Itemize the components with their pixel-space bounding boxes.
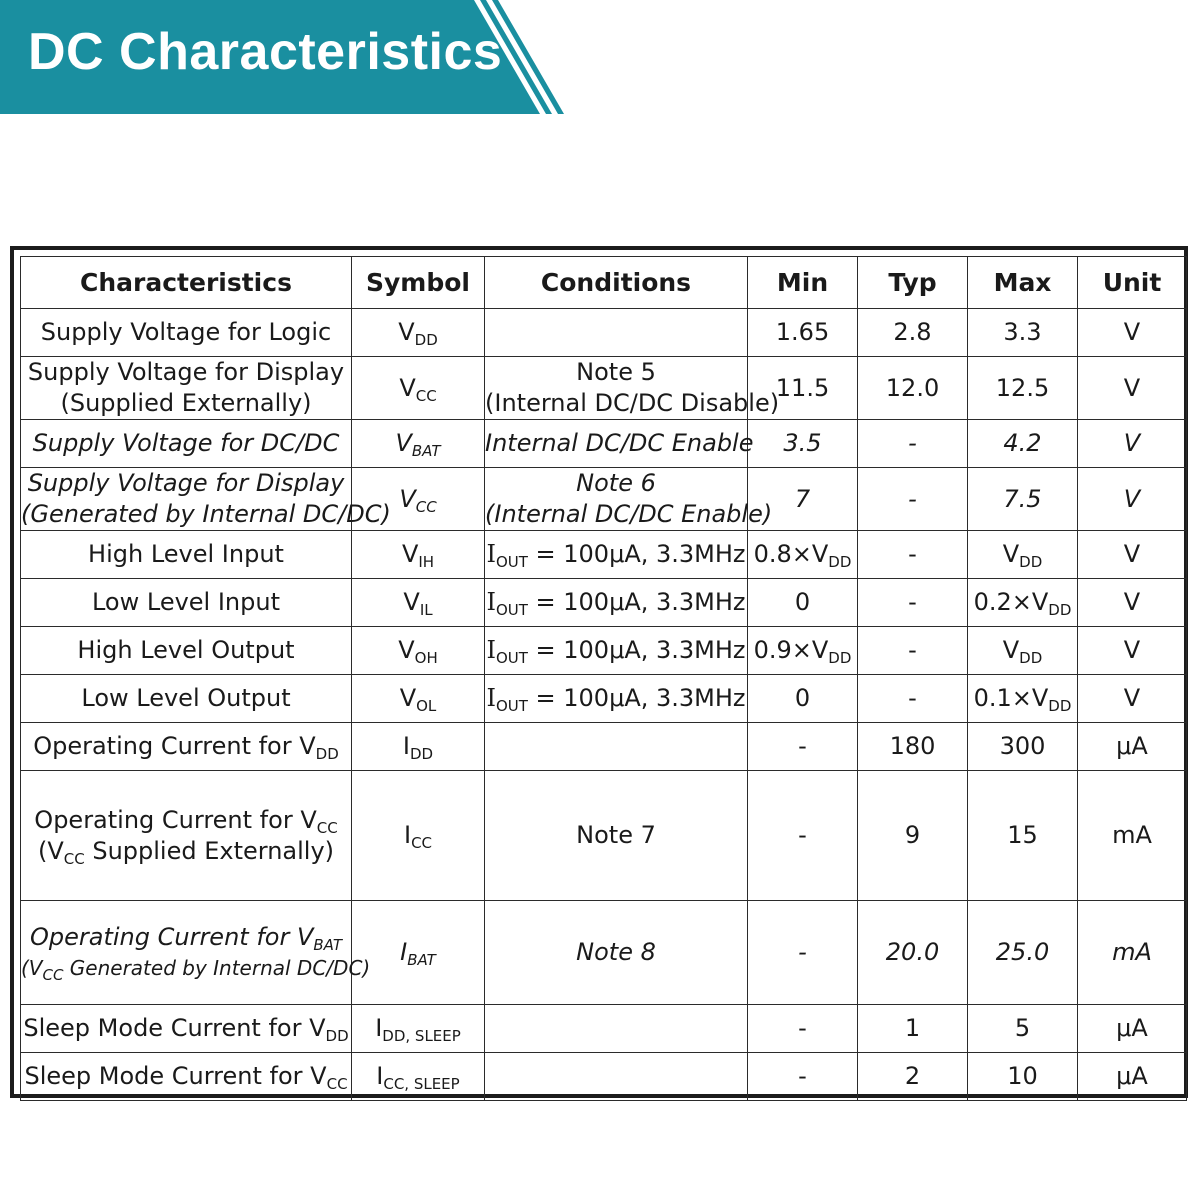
min-cell: 1.65 <box>748 309 858 357</box>
min-cell: 3.5 <box>748 420 858 468</box>
max-cell: 7.5 <box>968 468 1078 531</box>
typ-cell: - <box>858 420 968 468</box>
symbol-cell: $V_{OL}$ <box>352 675 485 723</box>
unit-cell: mA <box>1078 901 1187 1005</box>
table-row <box>21 627 1187 675</box>
table-row <box>21 1053 1187 1101</box>
characteristic-cell: Operating Current for $V_{CC}$ ($V_{CC}$ Supplied Externally) <box>21 771 352 901</box>
characteristic-cell: Sleep Mode Current for $V_{CC}$ <box>21 1053 352 1101</box>
header-conditions: Conditions <box>485 257 748 309</box>
symbol-cell: $I_{CC, SLEEP}$ <box>352 1053 485 1101</box>
conditions-cell: $I_{OUT} = 100\mu A$, 3.3MHz <box>485 579 748 627</box>
typ-cell: - <box>858 579 968 627</box>
unit-cell: V <box>1078 627 1187 675</box>
symbol-cell: $V_{CC}$ <box>352 357 485 420</box>
unit-cell: μA <box>1078 723 1187 771</box>
characteristic-cell: Operating Current for $V_{DD}$ <box>21 723 352 771</box>
symbol-cell: $V_{IL}$ <box>352 579 485 627</box>
min-cell: - <box>748 1005 858 1053</box>
typ-cell: - <box>858 675 968 723</box>
typ-cell: - <box>858 468 968 531</box>
typ-cell: 9 <box>858 771 968 901</box>
page-title: DC Characteristics <box>28 23 503 81</box>
characteristic-cell: High Level Output <box>21 627 352 675</box>
header-max: Max <box>968 257 1078 309</box>
unit-cell: V <box>1078 309 1187 357</box>
max-cell: 3.3 <box>968 309 1078 357</box>
min-cell: $0.9\times V_{DD}$ <box>748 627 858 675</box>
symbol-cell: $V_{BAT}$ <box>352 420 485 468</box>
typ-cell: 20.0 <box>858 901 968 1005</box>
conditions-cell: $I_{OUT} = 100\mu A$, 3.3MHz <box>485 627 748 675</box>
max-cell: 300 <box>968 723 1078 771</box>
typ-cell: - <box>858 627 968 675</box>
conditions-cell <box>485 1053 748 1101</box>
unit-cell: V <box>1078 468 1187 531</box>
header-characteristics: Characteristics <box>21 257 352 309</box>
conditions-cell: Note 8 <box>485 901 748 1005</box>
table-row <box>21 309 1187 357</box>
typ-cell: 2.8 <box>858 309 968 357</box>
unit-cell: μA <box>1078 1053 1187 1101</box>
unit-cell: mA <box>1078 771 1187 901</box>
min-cell: 7 <box>748 468 858 531</box>
characteristic-cell: Supply Voltage for DC/DC <box>21 420 352 468</box>
table-row <box>21 531 1187 579</box>
conditions-cell: $I_{OUT} = 100\mu A$, 3.3MHz <box>485 531 748 579</box>
conditions-cell: Note 6 (Internal DC/DC Enable) <box>485 468 748 531</box>
max-cell: 12.5 <box>968 357 1078 420</box>
symbol-cell: $I_{CC}$ <box>352 771 485 901</box>
max-cell: 4.2 <box>968 420 1078 468</box>
dc-characteristics-table-frame <box>10 246 1188 1098</box>
max-cell: 15 <box>968 771 1078 901</box>
conditions-cell: Note 7 <box>485 771 748 901</box>
max-cell: 10 <box>968 1053 1078 1101</box>
min-cell: - <box>748 901 858 1005</box>
characteristic-cell: Low Level Output <box>21 675 352 723</box>
characteristic-cell: Low Level Input <box>21 579 352 627</box>
table-row <box>21 675 1187 723</box>
table-row <box>21 468 1187 531</box>
conditions-cell <box>485 723 748 771</box>
symbol-cell: $V_{IH}$ <box>352 531 485 579</box>
max-cell: $V_{DD}$ <box>968 627 1078 675</box>
symbol-cell: $I_{BAT}$ <box>352 901 485 1005</box>
unit-cell: V <box>1078 357 1187 420</box>
table-row <box>21 420 1187 468</box>
min-cell: 0 <box>748 675 858 723</box>
unit-cell: μA <box>1078 1005 1187 1053</box>
min-cell: - <box>748 771 858 901</box>
min-cell: - <box>748 723 858 771</box>
symbol-cell: $V_{OH}$ <box>352 627 485 675</box>
conditions-cell <box>485 1005 748 1053</box>
symbol-cell: $I_{DD}$ <box>352 723 485 771</box>
table-row <box>21 579 1187 627</box>
min-cell: 0 <box>748 579 858 627</box>
typ-cell: - <box>858 531 968 579</box>
table-row <box>21 723 1187 771</box>
characteristic-cell: Supply Voltage for Display (Generated by Internal DC/DC) <box>21 468 352 531</box>
typ-cell: 180 <box>858 723 968 771</box>
symbol-cell: $I_{DD, SLEEP}$ <box>352 1005 485 1053</box>
table-row <box>21 901 1187 1005</box>
typ-cell: 1 <box>858 1005 968 1053</box>
min-cell: $0.8\times V_{DD}$ <box>748 531 858 579</box>
header-symbol: Symbol <box>352 257 485 309</box>
max-cell: $0.1\times V_{DD}$ <box>968 675 1078 723</box>
dc-characteristics-table <box>20 256 1187 1101</box>
conditions-cell: Note 5 (Internal DC/DC Disable) <box>485 357 748 420</box>
table-row <box>21 771 1187 901</box>
typ-cell: 12.0 <box>858 357 968 420</box>
unit-cell: V <box>1078 675 1187 723</box>
header-typ: Typ <box>858 257 968 309</box>
title-banner <box>0 0 600 114</box>
header-unit: Unit <box>1078 257 1187 309</box>
max-cell: $V_{DD}$ <box>968 531 1078 579</box>
min-cell: - <box>748 1053 858 1101</box>
table-row <box>21 1005 1187 1053</box>
table-header-row <box>21 257 1187 309</box>
characteristic-cell: Supply Voltage for Display (Supplied Externally) <box>21 357 352 420</box>
unit-cell: V <box>1078 531 1187 579</box>
characteristic-cell: High Level Input <box>21 531 352 579</box>
conditions-cell <box>485 309 748 357</box>
header-min: Min <box>748 257 858 309</box>
typ-cell: 2 <box>858 1053 968 1101</box>
max-cell: $0.2\times V_{DD}$ <box>968 579 1078 627</box>
unit-cell: V <box>1078 420 1187 468</box>
characteristic-cell: Supply Voltage for Logic <box>21 309 352 357</box>
symbol-cell: $V_{DD}$ <box>352 309 485 357</box>
max-cell: 25.0 <box>968 901 1078 1005</box>
characteristic-cell: Sleep Mode Current for $V_{DD}$ <box>21 1005 352 1053</box>
min-cell: 11.5 <box>748 357 858 420</box>
symbol-cell: $V_{CC}$ <box>352 468 485 531</box>
unit-cell: V <box>1078 579 1187 627</box>
table-row <box>21 357 1187 420</box>
characteristic-cell: Operating Current for $V_{BAT}$ ($V_{CC}$ Generated by Internal DC/DC) <box>21 901 352 1005</box>
conditions-cell: $I_{OUT} = 100\mu A$, 3.3MHz <box>485 675 748 723</box>
conditions-cell: Internal DC/DC Enable <box>485 420 748 468</box>
max-cell: 5 <box>968 1005 1078 1053</box>
